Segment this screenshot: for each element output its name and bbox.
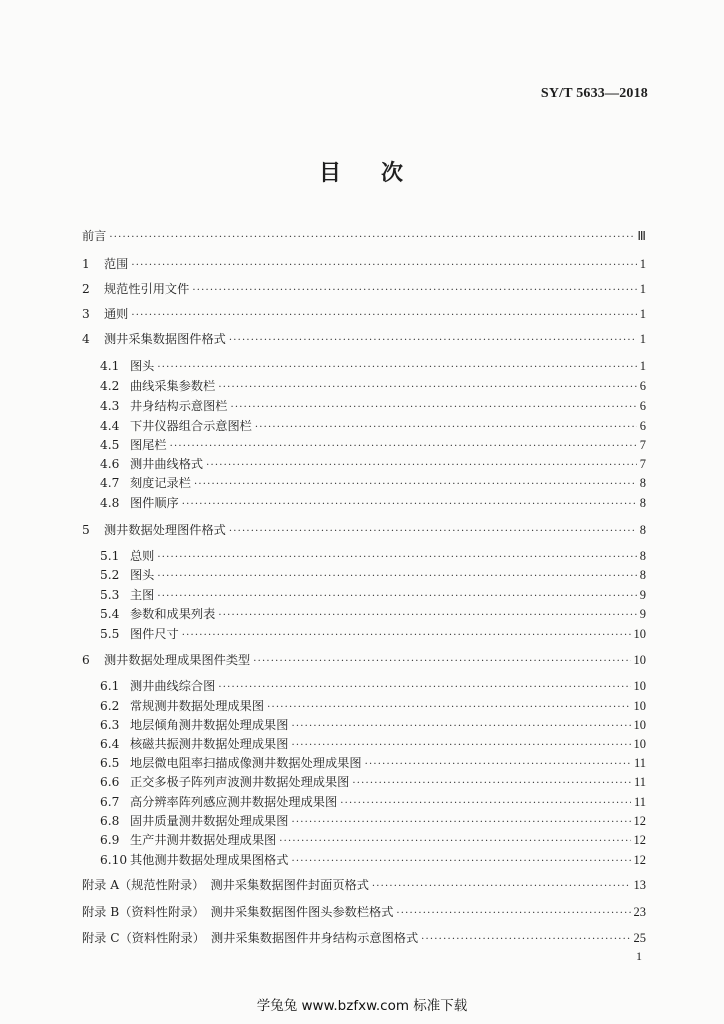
toc-entry-number: 5.4 bbox=[100, 607, 120, 621]
toc-entry-number: 5.3 bbox=[100, 588, 120, 602]
dot-leader bbox=[279, 833, 630, 851]
toc-entry-title: 图头 bbox=[130, 359, 155, 373]
toc-entry-title: 地层倾角测井数据处理成果图 bbox=[130, 718, 289, 732]
toc-entry-title: 测井数据处理成果图件类型 bbox=[104, 653, 251, 667]
toc-entry-title: 图件尺寸 bbox=[130, 627, 179, 641]
toc-entry-number: 6.8 bbox=[100, 814, 120, 828]
toc-entry-number: 6.2 bbox=[100, 699, 120, 713]
dot-leader bbox=[421, 931, 630, 949]
toc-entry-page: 10 bbox=[633, 679, 646, 693]
toc-entry-number: 4.5 bbox=[100, 438, 120, 452]
toc-entry-page: 23 bbox=[633, 905, 646, 919]
toc-entry-page: 1 bbox=[639, 332, 646, 346]
toc-entry-title: 附录 B（资料性附录） 测井采集数据图件图头参数栏格式 bbox=[82, 905, 394, 919]
toc-entry-page: 1 bbox=[639, 257, 646, 271]
toc-entry[interactable] bbox=[100, 377, 646, 395]
toc-entry-page: 9 bbox=[639, 588, 646, 602]
dot-leader bbox=[157, 359, 636, 377]
toc-entry-title: 范围 bbox=[104, 257, 129, 271]
toc-entry-number: 6.9 bbox=[100, 833, 120, 847]
dot-leader bbox=[340, 795, 631, 813]
toc-entry-title: 下井仪器组合示意图栏 bbox=[130, 419, 252, 433]
toc-entry-number: 4.1 bbox=[100, 359, 120, 373]
toc-entry-page: 10 bbox=[633, 737, 646, 751]
dot-leader bbox=[229, 332, 637, 350]
toc-entry-title: 常规测井数据处理成果图 bbox=[130, 699, 265, 713]
toc-entry-title: 测井数据处理图件格式 bbox=[104, 523, 226, 537]
toc-entry-number: 6.6 bbox=[100, 775, 120, 789]
toc-entry[interactable] bbox=[82, 227, 646, 245]
toc-entry-title: 刻度记录栏 bbox=[130, 476, 191, 490]
toc-entry-number: 4.3 bbox=[100, 399, 120, 413]
toc-heading bbox=[0, 156, 724, 187]
toc-entry[interactable] bbox=[100, 831, 646, 849]
toc-entry-number: 4.4 bbox=[100, 419, 120, 433]
toc-heading-char-1: 目 bbox=[318, 161, 343, 186]
toc-entry[interactable] bbox=[82, 929, 646, 947]
toc-entry-title: 图尾栏 bbox=[130, 438, 167, 452]
toc-entry[interactable] bbox=[100, 455, 646, 473]
dot-leader bbox=[218, 679, 630, 697]
toc-entry-title: 测井曲线综合图 bbox=[130, 679, 216, 693]
toc-entry[interactable] bbox=[100, 586, 646, 604]
toc-entry-number: 6.4 bbox=[100, 737, 120, 751]
toc-entry-page: 10 bbox=[633, 699, 646, 713]
toc-entry-page: 10 bbox=[633, 718, 646, 732]
toc-entry[interactable] bbox=[100, 851, 646, 869]
dot-leader bbox=[157, 588, 636, 606]
page-number: 1 bbox=[636, 949, 642, 963]
toc-entry[interactable] bbox=[100, 677, 646, 695]
toc-entry-title: 高分辨率阵列感应测井数据处理成果图 bbox=[130, 795, 338, 809]
toc-entry[interactable] bbox=[100, 397, 646, 415]
toc-entry[interactable] bbox=[82, 651, 646, 669]
toc-entry-number: 4 bbox=[82, 332, 90, 346]
toc-entry-title: 其他测井数据处理成果图格式 bbox=[130, 853, 289, 867]
toc-entry[interactable] bbox=[100, 735, 646, 753]
dot-leader bbox=[352, 775, 631, 793]
dot-leader bbox=[109, 229, 634, 247]
toc-entry-number: 5.5 bbox=[100, 627, 120, 641]
toc-entry-number: 4.7 bbox=[100, 476, 120, 490]
toc-entry-number: 6.1 bbox=[100, 679, 120, 693]
toc-entry-page: 25 bbox=[633, 931, 646, 945]
toc-entry[interactable] bbox=[82, 903, 646, 921]
watermark-text: 学兔兔 www.bzfxw.com 标准下载 bbox=[256, 998, 468, 1014]
toc-entry-page: 1 bbox=[639, 282, 646, 296]
toc-entry-page: 7 bbox=[639, 457, 646, 471]
toc-entry[interactable] bbox=[100, 566, 646, 584]
toc-entry-number: 2 bbox=[82, 282, 90, 296]
toc-entry-page: 10 bbox=[633, 627, 646, 641]
toc-entry[interactable] bbox=[100, 773, 646, 791]
dot-leader bbox=[396, 905, 630, 923]
dot-leader bbox=[218, 379, 636, 397]
toc-entry-number: 1 bbox=[82, 257, 90, 271]
toc-entry-title: 参数和成果列表 bbox=[130, 607, 216, 621]
toc-entry-title: 测井采集数据图件格式 bbox=[104, 332, 226, 346]
toc-entry-page: 8 bbox=[639, 476, 646, 490]
dot-leader bbox=[131, 307, 636, 325]
toc-entry[interactable] bbox=[100, 716, 646, 734]
toc-entry-page: 8 bbox=[639, 549, 646, 563]
toc-entry-title: 地层微电阻率扫描成像测井数据处理成果图 bbox=[130, 756, 362, 770]
toc-entry[interactable] bbox=[82, 305, 646, 323]
dot-leader bbox=[194, 476, 637, 494]
dot-leader bbox=[206, 457, 637, 475]
toc-entry[interactable] bbox=[100, 494, 646, 512]
toc-entry-page: Ⅲ bbox=[637, 229, 646, 243]
dot-leader bbox=[182, 627, 631, 645]
toc-entry-title: 图头 bbox=[130, 568, 155, 582]
toc-entry-number: 6.7 bbox=[100, 795, 120, 809]
dot-leader bbox=[291, 814, 630, 832]
toc-entry-page: 11 bbox=[633, 795, 646, 809]
dot-leader bbox=[229, 523, 637, 541]
toc-entry-number: 4.6 bbox=[100, 457, 120, 471]
toc-entry-page: 1 bbox=[639, 307, 646, 321]
toc-entry-number: 3 bbox=[82, 307, 90, 321]
toc-entry-title: 核磁共振测井数据处理成果图 bbox=[130, 737, 289, 751]
toc-entry-number: 5.2 bbox=[100, 568, 120, 582]
toc-entry-number: 6.5 bbox=[100, 756, 120, 770]
toc-entry-number: 6 bbox=[82, 653, 90, 667]
toc-entry-page: 11 bbox=[633, 775, 646, 789]
toc-entry-page: 12 bbox=[633, 853, 646, 867]
toc-entry-title: 井身结构示意图栏 bbox=[130, 399, 228, 413]
toc-entry[interactable] bbox=[82, 330, 646, 348]
toc-entry[interactable] bbox=[100, 474, 646, 492]
dot-leader bbox=[131, 257, 636, 275]
dot-leader bbox=[291, 737, 630, 755]
toc-entry-number: 6.10 bbox=[100, 853, 128, 867]
dot-leader bbox=[255, 419, 637, 437]
dot-leader bbox=[231, 399, 637, 417]
dot-leader bbox=[291, 853, 630, 871]
toc-entry[interactable] bbox=[100, 357, 646, 375]
dot-leader bbox=[267, 699, 630, 717]
dot-leader bbox=[157, 549, 636, 567]
toc-entry-title: 测井曲线格式 bbox=[130, 457, 204, 471]
toc-entry[interactable] bbox=[82, 280, 646, 298]
dot-leader bbox=[192, 282, 636, 300]
toc-entry-page: 8 bbox=[639, 523, 646, 537]
toc-entry-title: 曲线采集参数栏 bbox=[130, 379, 216, 393]
toc-entry-title: 附录 C（资料性附录） 测井采集数据图件井身结构示意图格式 bbox=[82, 931, 419, 945]
toc-entry-title: 固井质量测井数据处理成果图 bbox=[130, 814, 289, 828]
toc-entry-page: 13 bbox=[633, 878, 646, 892]
toc-entry-title: 前言 bbox=[82, 229, 107, 243]
toc-entry-number: 5 bbox=[82, 523, 90, 537]
toc-entry[interactable] bbox=[100, 436, 646, 454]
dot-leader bbox=[365, 756, 631, 774]
toc-entry-title: 主图 bbox=[130, 588, 155, 602]
toc-entry[interactable] bbox=[82, 876, 646, 894]
toc-entry[interactable] bbox=[100, 697, 646, 715]
dot-leader bbox=[182, 496, 637, 514]
toc-entry-title: 总则 bbox=[130, 549, 155, 563]
toc-entry-title: 正交多极子阵列声波测井数据处理成果图 bbox=[130, 775, 350, 789]
toc-entry-page: 12 bbox=[633, 814, 646, 828]
standard-code: SY/T 5633—2018 bbox=[540, 86, 648, 101]
toc-entry-page: 6 bbox=[639, 379, 646, 393]
toc-entry-title: 图件顺序 bbox=[130, 496, 179, 510]
toc-entry[interactable] bbox=[100, 754, 646, 772]
toc-entry-number: 4.2 bbox=[100, 379, 120, 393]
dot-leader bbox=[291, 718, 630, 736]
toc-entry-page: 1 bbox=[639, 359, 646, 373]
toc-entry-page: 10 bbox=[633, 653, 646, 667]
toc-entry-page: 11 bbox=[633, 756, 646, 770]
toc-entry-page: 6 bbox=[639, 419, 646, 433]
dot-leader bbox=[218, 607, 636, 625]
toc-entry-number: 4.8 bbox=[100, 496, 120, 510]
toc-entry[interactable] bbox=[100, 605, 646, 623]
toc-entry-page: 6 bbox=[639, 399, 646, 413]
dot-leader bbox=[253, 653, 630, 671]
dot-leader bbox=[372, 878, 631, 896]
toc-entry-title: 生产井测井数据处理成果图 bbox=[130, 833, 277, 847]
toc-entry[interactable] bbox=[100, 417, 646, 435]
toc-entry[interactable] bbox=[82, 521, 646, 539]
toc-entry-page: 9 bbox=[639, 607, 646, 621]
toc-entry-number: 5.1 bbox=[100, 549, 120, 563]
toc-entry-page: 8 bbox=[639, 568, 646, 582]
toc-entry[interactable] bbox=[100, 625, 646, 643]
toc-entry-page: 7 bbox=[639, 438, 646, 452]
toc-entry[interactable] bbox=[82, 255, 646, 273]
toc-entry-page: 12 bbox=[633, 833, 646, 847]
toc-entry[interactable] bbox=[100, 812, 646, 830]
dot-leader bbox=[170, 438, 637, 456]
toc-entry-page: 8 bbox=[639, 496, 646, 510]
toc-entry-title: 附录 A（规范性附录） 测井采集数据图件封面页格式 bbox=[82, 878, 369, 892]
toc-entry-title: 规范性引用文件 bbox=[104, 282, 190, 296]
toc-entry[interactable] bbox=[100, 793, 646, 811]
dot-leader bbox=[157, 568, 636, 586]
toc-entry-title: 通则 bbox=[104, 307, 129, 321]
toc-entry[interactable] bbox=[100, 547, 646, 565]
toc-heading-char-2: 次 bbox=[381, 161, 406, 186]
toc-entry-number: 6.3 bbox=[100, 718, 120, 732]
